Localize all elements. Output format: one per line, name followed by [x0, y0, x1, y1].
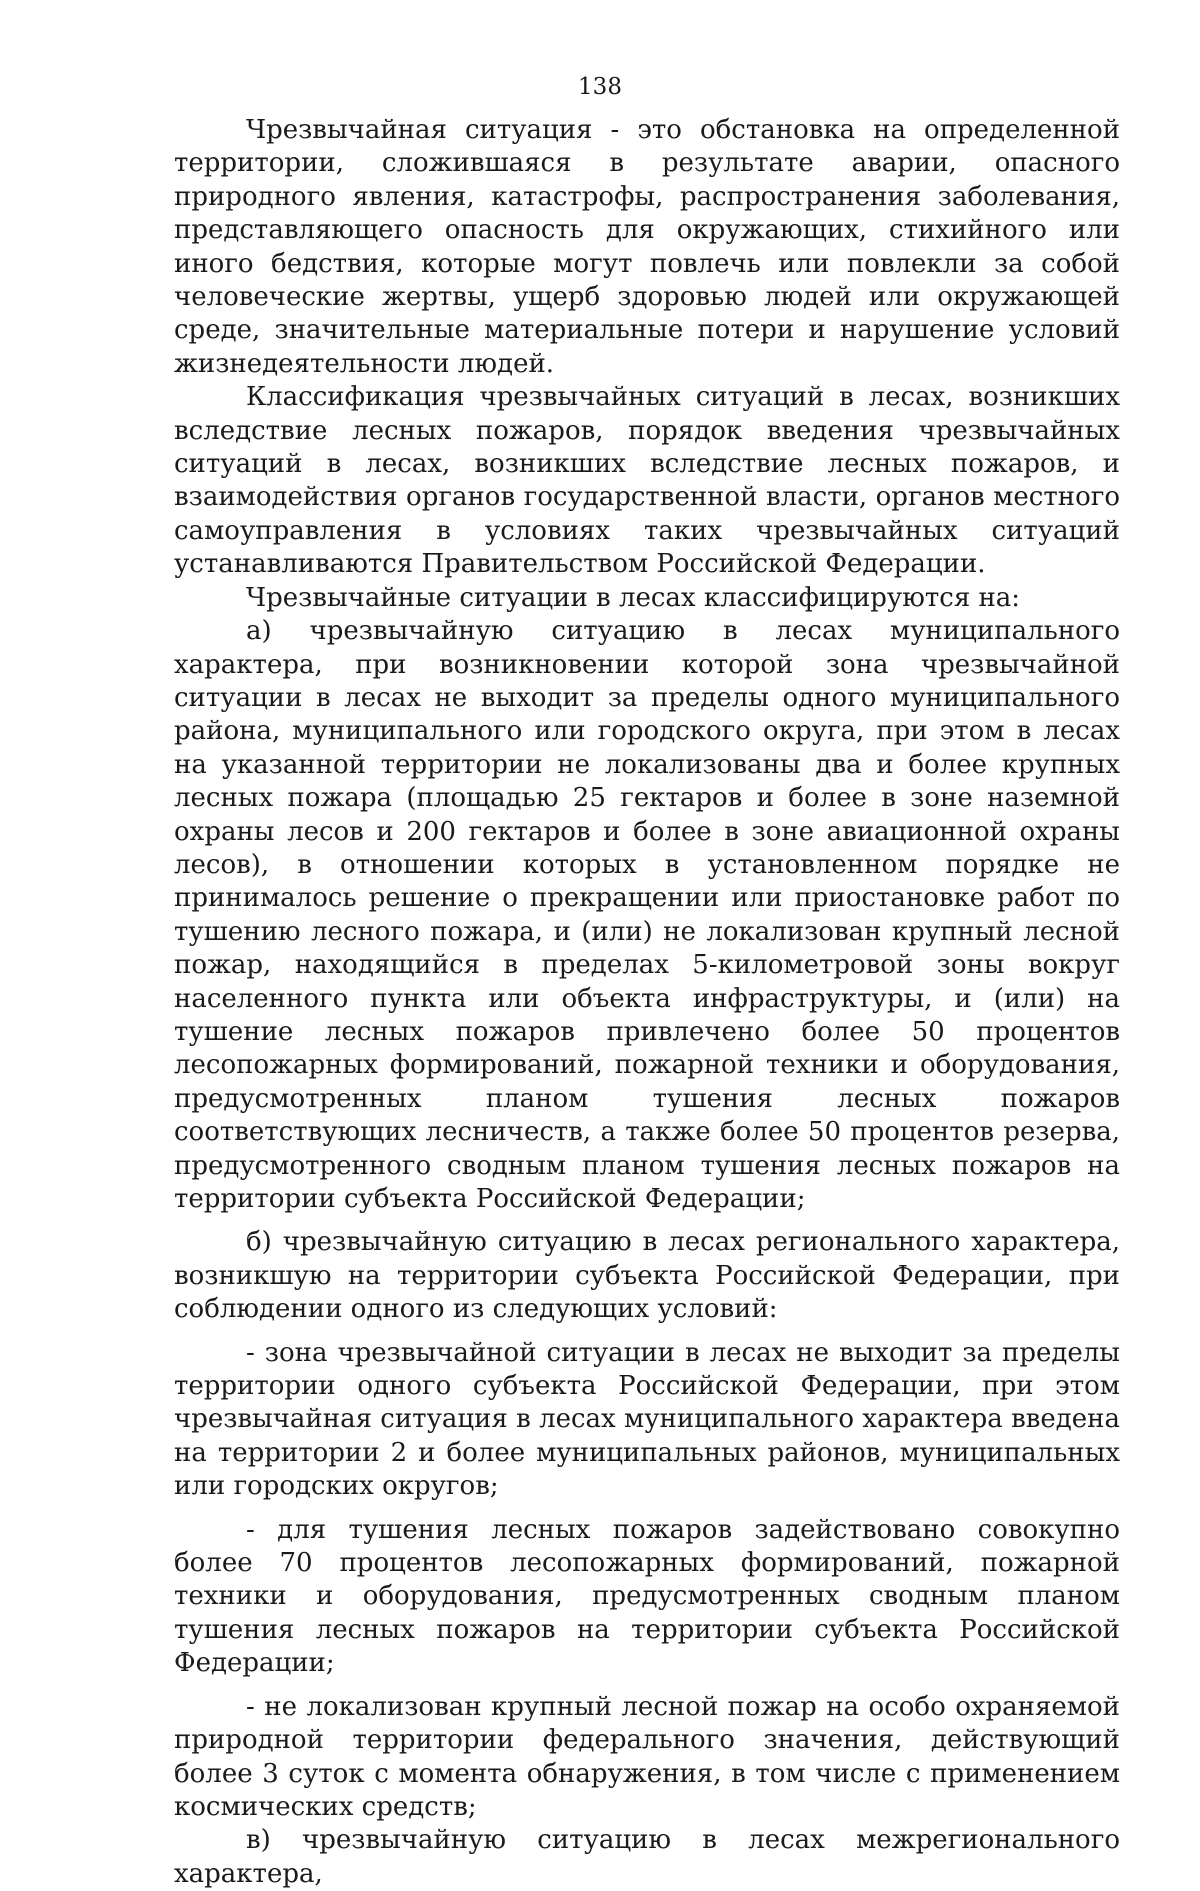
paragraph-item-a-municipal: а) чрезвычайную ситуацию в лесах муниципального характера, при возникновении которой зона чрезвычайной ситуации в лесах не выходит за пределы одного муниципального района, муниципального или городского округа, при этом в лесах на указанной территории не локализованы два и более крупных лесных пожара (площадью 25 гектаров и более в зоне наземной охраны лесов и 200 гектаров и более в зоне авиационной охраны лесов), в отношении которых в установленном порядке не принималось решение о прекращении или приостановке работ по тушению лесного пожара, и (или) не локализован крупный лесной пожар, находящийся в пределах 5-километровой зоны вокруг населенного пункта или объекта инфраструктуры, и (или) на тушение лесных пожаров привлечено более 50 процентов лесопожарных формирований, пожарной техники и оборудования, предусмотренных планом тушения лесных пожаров соответствующих лесничеств, а также более 50 процентов резерва, предусмотренного сводным планом тушения лесных пожаров на территории субъекта Российской Федерации;	[174, 616, 1120, 1214]
paragraph-classification-order: Классификация чрезвычайных ситуаций в лесах, возникших вследствие лесных пожаров, порядок введения чрезвычайных ситуаций в лесах, возникших вследствие лесных пожаров, и взаимодействия органов государственной власти, органов местного самоуправления в условиях таких чрезвычайных ситуаций устанавливаются Правительством Российской Федерации.	[174, 382, 1120, 580]
paragraph-emergency-definition: Чрезвычайная ситуация - это обстановка на определенной территории, сложившаяся в результате аварии, опасного природного явления, катастрофы, распространения заболевания, представляющего опасность для окружающих, стихийного или иного бедствия, которые могут повлечь или повлекли за собой человеческие жертвы, ущерб здоровью людей или окружающей среде, значительные материальные потери и нарушение условий жизнедеятельности людей.	[174, 115, 1120, 379]
page-number: 138	[578, 74, 622, 100]
paragraph-item-v-interregional: в) чрезвычайную ситуацию в лесах межрегионального характера,	[174, 1825, 1120, 1889]
paragraph-condition-1: - зона чрезвычайной ситуации в лесах не выходит за пределы территории одного субъекта Российской Федерации, при этом чрезвычайная ситуация в лесах муниципального характера введена на территории 2 и более муниципальных районов, муниципальных или городских округов;	[174, 1337, 1120, 1502]
paragraph-classification-intro: Чрезвычайные ситуации в лесах классифицируются на:	[246, 582, 1021, 613]
page-body	[174, 114, 1120, 1891]
paragraph-condition-3: - не локализован крупный лесной пожар на особо охраняемой природной территории федерального значения, действующий более 3 суток с момента обнаружения, в том числе с применением космических средств;	[174, 1691, 1120, 1822]
paragraph-item-b-regional: б) чрезвычайную ситуацию в лесах регионального характера, возникшую на территории субъекта Российской Федерации, при соблюдении одного из следующих условий:	[174, 1227, 1120, 1325]
paragraph-condition-2: - для тушения лесных пожаров задействовано совокупно более 70 процентов лесопожарных формирований, пожарной техники и оборудования, предусмотренных сводным планом тушения лесных пожаров на территории субъекта Российской Федерации;	[174, 1514, 1120, 1679]
